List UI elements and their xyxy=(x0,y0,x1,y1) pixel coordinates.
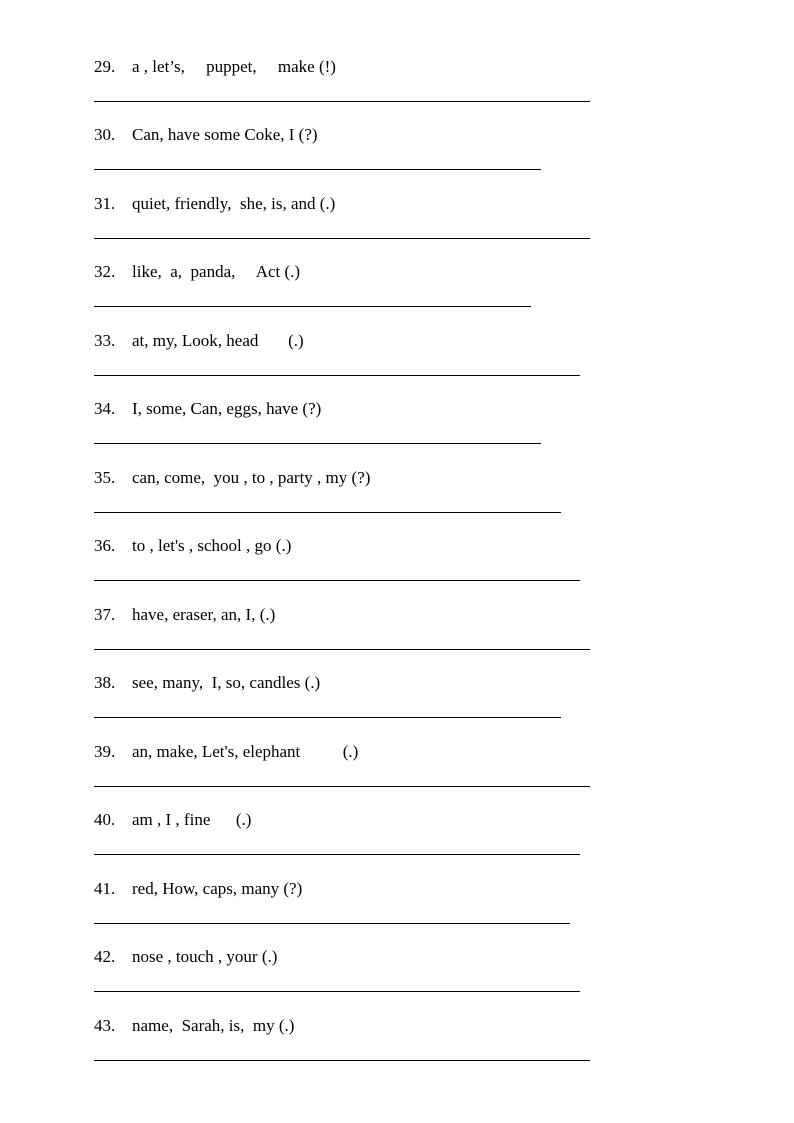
question-37 xyxy=(94,605,614,673)
question-number: 29. xyxy=(94,57,116,76)
scrambled-words: at, my, Look, head (.) xyxy=(132,331,304,350)
question-38 xyxy=(94,673,614,741)
answer-line[interactable] xyxy=(94,238,590,239)
scrambled-words: have, eraser, an, I, (.) xyxy=(132,605,276,624)
question-number: 37. xyxy=(94,605,116,624)
question-42 xyxy=(94,947,614,1015)
question-33 xyxy=(94,331,614,399)
answer-line[interactable] xyxy=(94,717,561,718)
question-text xyxy=(94,879,302,899)
question-text xyxy=(94,1016,294,1036)
scrambled-words: a , let’s, puppet, make (!) xyxy=(132,57,336,76)
answer-line[interactable] xyxy=(94,991,580,992)
answer-line[interactable] xyxy=(94,512,561,513)
question-text xyxy=(94,742,358,762)
question-31 xyxy=(94,194,614,262)
question-29 xyxy=(94,57,614,125)
question-text xyxy=(94,605,275,625)
question-text xyxy=(94,262,300,282)
scrambled-words: to , let's , school , go (.) xyxy=(132,536,292,555)
answer-line[interactable] xyxy=(94,786,590,787)
scrambled-words: name, Sarah, is, my (.) xyxy=(132,1016,295,1035)
answer-line[interactable] xyxy=(94,1060,590,1061)
answer-line[interactable] xyxy=(94,306,531,307)
scrambled-words: quiet, friendly, she, is, and (.) xyxy=(132,194,336,213)
answer-line[interactable] xyxy=(94,101,590,102)
question-text xyxy=(94,331,304,351)
question-number: 36. xyxy=(94,536,116,555)
question-number: 40. xyxy=(94,810,116,829)
question-number: 32. xyxy=(94,262,116,281)
question-43 xyxy=(94,1016,614,1084)
question-39 xyxy=(94,742,614,810)
scrambled-words: nose , touch , your (.) xyxy=(132,947,278,966)
question-text xyxy=(94,194,335,214)
scrambled-words: Can, have some Coke, I (?) xyxy=(132,125,318,144)
question-text xyxy=(94,125,318,145)
answer-line[interactable] xyxy=(94,169,541,170)
question-number: 30. xyxy=(94,125,116,144)
question-34 xyxy=(94,399,614,467)
question-number: 34. xyxy=(94,399,116,418)
answer-line[interactable] xyxy=(94,854,580,855)
question-number: 33. xyxy=(94,331,116,350)
scrambled-words: am , I , fine (.) xyxy=(132,810,252,829)
question-35 xyxy=(94,468,614,536)
question-text xyxy=(94,468,370,488)
scrambled-words: I, some, Can, eggs, have (?) xyxy=(132,399,322,418)
question-36 xyxy=(94,536,614,604)
scrambled-words: an, make, Let's, elephant (.) xyxy=(132,742,359,761)
question-40 xyxy=(94,810,614,878)
question-32 xyxy=(94,262,614,330)
question-text xyxy=(94,673,320,693)
question-text xyxy=(94,399,321,419)
question-41 xyxy=(94,879,614,947)
answer-line[interactable] xyxy=(94,375,580,376)
question-30 xyxy=(94,125,614,193)
question-number: 31. xyxy=(94,194,116,213)
scrambled-words: see, many, I, so, candles (.) xyxy=(132,673,321,692)
question-number: 39. xyxy=(94,742,116,761)
answer-line[interactable] xyxy=(94,443,541,444)
scrambled-words: can, come, you , to , party , my (?) xyxy=(132,468,371,487)
question-text xyxy=(94,57,336,77)
question-number: 43. xyxy=(94,1016,116,1035)
question-number: 38. xyxy=(94,673,116,692)
scrambled-words: like, a, panda, Act (.) xyxy=(132,262,301,281)
answer-line[interactable] xyxy=(94,649,590,650)
question-number: 41. xyxy=(94,879,116,898)
question-text xyxy=(94,947,277,967)
question-number: 42. xyxy=(94,947,116,966)
answer-line[interactable] xyxy=(94,923,570,924)
scrambled-words: red, How, caps, many (?) xyxy=(132,879,303,898)
answer-line[interactable] xyxy=(94,580,580,581)
question-number: 35. xyxy=(94,468,116,487)
question-text xyxy=(94,810,251,830)
question-text xyxy=(94,536,291,556)
